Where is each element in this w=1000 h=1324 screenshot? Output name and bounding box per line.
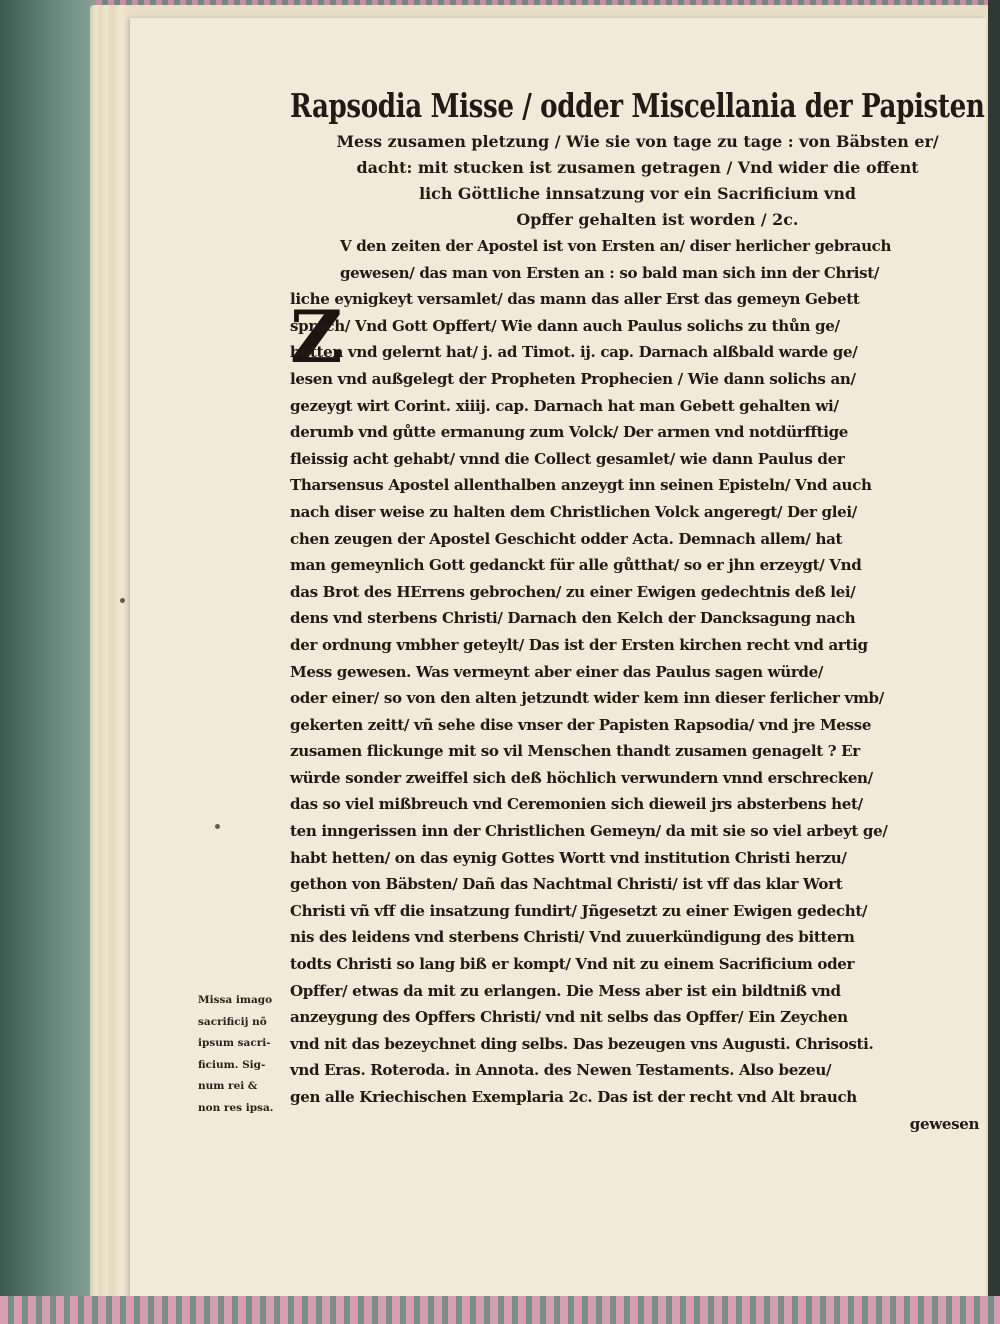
margin-note-line: sacrificij nõ [198,1015,267,1028]
text-block [290,86,990,1137]
page-subtitle [290,129,990,233]
body-line: würde sonder zweiffel sich deß höchlich verwundern vnnd erschrecken/ [290,768,873,787]
body-line: liche eynigkeyt versamlet/ das mann das aller Erst das gemeyn Gebett [290,290,860,309]
body-line: sprach/ Vnd Gott Opffert/ Wie dann auch Paulus solichs zu thůn ge/ [290,316,840,335]
body-line: oder einer/ so von den alten jetzundt wider kem inn dieser ferlicher vmb/ [290,689,884,708]
subtitle-line: dacht: mit stucken ist zusamen getragen / Vnd wider die offent [356,158,919,177]
body-line: nis des leidens vnd sterbens Christi/ Vnd zuuerkündigung des bittern [290,928,855,947]
body-line: gen alle Kriechischen Exemplaria 2c. Das ist der recht vnd Alt brauch [290,1088,857,1106]
body-line: habt hetten/ on das eynig Gottes Wortt vnd institution Christi herzu/ [290,848,847,867]
body-line: gezeygt wirt Corint. xiiij. cap. Darnach hat man Gebett gehalten wi/ [290,396,839,415]
body-line: derumb vnd gůtte ermanung zum Volck/ Der armen vnd notdürfftige [290,423,849,442]
catchword: gewesen [909,1114,980,1133]
body-line: botten vnd gelernt hat/ j. ad Timot. ij. cap. Darnach alßbald warde ge/ [290,343,858,362]
body-line: gethon von Bäbsten/ Dañ das Nachtmal Christi/ ist vff das klar Wort [290,875,843,894]
body-line: chen zeugen der Apostel Geschicht odder Acta. Demnach allem/ hat [290,529,843,548]
body-line: fleissig acht gehabt/ vnnd die Collect gesamlet/ wie dann Paulus der [290,449,845,468]
body-line: Mess gewesen. Was vermeynt aber einer das Paulus sagen würde/ [290,662,824,681]
body-line: Christi vñ vff die insatzung fundirt/ Jñgesetzt zu einer Ewigen gedecht/ [290,901,868,920]
body-line: das Brot des HErrens gebrochen/ zu einer Ewigen gedechtnis deß lei/ [290,582,856,601]
subtitle-line: Mess zusamen pletzung / Wie sie von tage zu tage : von Bäbsten er/ [336,132,939,151]
page-title: Rapsodia Misse / odder Miscellania der Papisten [290,86,985,125]
body-line: Tharsensus Apostel allenthalben anzeygt inn seinen Episteln/ Vnd auch [290,476,872,495]
margin-note-line: ficium. Sig- [198,1058,266,1071]
body-line: dens vnd sterbens Christi/ Darnach den Kelch der Dancksagung nach [290,609,856,628]
book-cover [0,0,96,1324]
body-line: zusamen flickunge mit so vil Menschen thandt zusamen genagelt ? Er [290,742,860,761]
body-line: gewesen/ das man von Ersten an : so bald man sich inn der Christ/ [340,263,880,282]
margin-note-line: non res ipsa. [198,1101,274,1114]
drop-initial: Z [290,294,343,379]
body-line: anzeygung des Opffers Christi/ vnd nit selbs das Opffer/ Ein Zeychen [290,1008,848,1027]
body-line: V den zeiten der Apostel ist von Ersten an/ diser herlicher gebrauch [340,237,892,255]
body-line: nach diser weise zu halten dem Christlichen Volck angeregt/ Der glei/ [290,502,857,521]
margin-note-line: ipsum sacri- [198,1037,271,1049]
body-line: todts Christi so lang biß er kompt/ Vnd nit zu einem Sacrificium oder [290,955,855,974]
page-stain [215,824,220,829]
body-line: Opffer/ etwas da mit zu erlangen. Die Mess aber ist ein bildtniß vnd [290,981,841,1000]
margin-note-line: num rei & [198,1080,258,1092]
margin-note-line: Missa imago [198,994,273,1006]
body-line: lesen vnd außgelegt der Propheten Prophecien / Wie dann solichs an/ [290,369,856,388]
body-line: vnd nit das bezeychnet ding selbs. Das bezeugen vns Augusti. Chrisosti. [290,1034,874,1053]
subtitle-line: Opffer gehalten ist worden / 2c. [516,210,799,229]
margin-note [198,990,290,1119]
body-line: das so viel mißbreuch vnd Ceremonien sich dieweil jrs absterbens het/ [290,795,863,814]
body-line: der ordnung vmbher geteylt/ Das ist der Ersten kirchen recht vnd artig [290,635,868,654]
page-stain [120,598,125,603]
body-line: ten inngerissen inn der Christlichen Gemeyn/ da mit sie so viel arbeyt ge/ [290,822,888,841]
body-line: man gemeynlich Gott gedanckt für alle gůtthat/ so er jhn erzeygt/ Vnd [290,556,862,575]
body-line: vnd Eras. Roteroda. in Annota. des Newen Testaments. Also bezeu/ [290,1061,832,1080]
body-line: gekerten zeitt/ vñ sehe dise vnser der Papisten Rapsodia/ vnd jre Messe [290,715,872,734]
subtitle-line: lich Göttliche innsatzung vor ein Sacrificium vnd [419,184,857,203]
background-fabric-bottom [0,1296,1000,1324]
body-text [290,233,990,1137]
